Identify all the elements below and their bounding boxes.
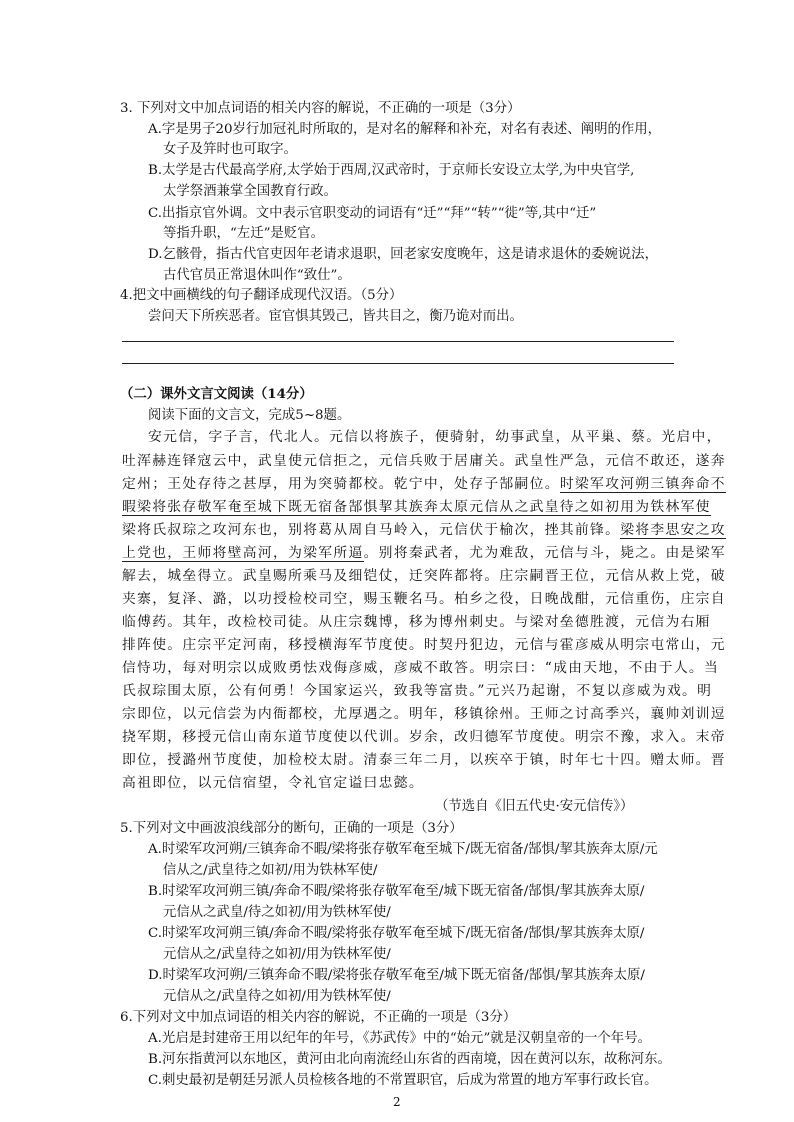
q5-option-b-line2: 元信从之武皇/待之如初/用为铁林军使/ bbox=[163, 905, 391, 920]
q6-option-a: A.光启是封建帝王用以纪年的年号，《苏武传》中的“始元”就是汉朝皇帝的一个年号。 bbox=[148, 1031, 651, 1046]
underlined-sentence: 梁将李思安之攻 bbox=[620, 522, 726, 538]
q5-option-c-line1: C.时梁军攻河朔三镇/奔命不暇/梁将张存敬军奄至城下/既无宿备/郜惧/挈其族奔太原/ bbox=[148, 926, 645, 941]
q3-option-c-line1: C.出指京官外调。文中表示官职变动的词语有“迁”“拜”“转”“徙”等,其中“迁” bbox=[148, 206, 597, 221]
passage-source: （节选自《旧五代史·安元信传》） bbox=[435, 799, 634, 814]
q5-option-a-line1: A.时梁军攻河朔/三镇奔命不暇/梁将张存敬军奄至城下/既无宿备/郜惧/挈其族奔太原/元 bbox=[148, 842, 658, 857]
passage-line-2: 吐浑赫连铎寇云中，武皇使元信拒之，元信兵败于居庸关。武皇性严急，元信不敢还，遂奔 bbox=[122, 453, 726, 469]
passage-line-14: 挠军期，移授元信山南东道节度使以代训。岁余，改归德军节度使。明宗不豫，求入。末帝 bbox=[122, 729, 726, 745]
q3-option-c-line2: 等指升职，“左迁”是贬官。 bbox=[163, 226, 324, 241]
underlined-sentence: 上党也，王师将壁高河，为梁军所逼 bbox=[122, 545, 364, 561]
q5-option-b-line1: B.时梁军攻河朔三镇/奔命不暇/梁将张存敬军奄至/城下既无宿备/郜惧/挈其族奔太原/ bbox=[148, 884, 645, 899]
passage-text: 。别将秦武者，尤为难敌，元信与斗，毙之。由是梁军 bbox=[363, 545, 726, 561]
passage-text: 定州；王处存待之甚厚，用为突骑都校。乾宁中，处存子郜嗣位。 bbox=[122, 476, 560, 492]
q6-option-b: B.河东指黄河以东地区，黄河由北向南流经山东省的西南境，因在黄河以东，故称河东。 bbox=[148, 1052, 671, 1067]
q3-option-a-line2: 女子及笄时也可取字。 bbox=[163, 142, 297, 157]
passage-line-6 bbox=[122, 544, 726, 563]
passage-line-3 bbox=[122, 475, 726, 494]
q5-stem: 5.下列对文中画波浪线部分的断句，正确的一项是（3分） bbox=[120, 821, 463, 836]
q4-sentence: 尝问天下所疾恶者。宦官惧其毁己，皆共目之，衡乃诡对而出。 bbox=[148, 309, 523, 324]
q3-option-a-line1: A.字是男子20岁行加冠礼时所取的，是对名的解释和补充，对名有表述、阐明的作用， bbox=[148, 122, 662, 137]
q3-option-b-line2: 太学祭酒兼掌全国教育行政。 bbox=[163, 184, 338, 199]
passage-line-4 bbox=[122, 498, 711, 517]
q5-option-a-line2: 信从之/武皇待之如初/用为铁林军使/ bbox=[163, 863, 378, 878]
wavy-underlined-text: 暇梁将张存敬军奄至城下既无宿备郜惧挈其族奔太原元信从之武皇待之如初用为铁林军使 bbox=[122, 499, 711, 515]
q3-option-d-line1: D.乞骸骨，指古代官吏因年老请求退职，回老家安度晚年，这是请求退休的委婉说法， bbox=[148, 247, 658, 262]
page-number: 2 bbox=[393, 1095, 401, 1109]
q6-option-c: C.刺史最初是朝廷另派人员检核各地的不常置职官，后成为常置的地方军事行政长官。 bbox=[148, 1073, 658, 1088]
q6-stem: 6.下列对文中加点词语的相关内容的解说，不正确的一项是（3分） bbox=[120, 1010, 517, 1025]
passage-line-7: 解去，城垒得立。武皇赐所乘马及细铠仗，迁突阵都将。庄宗嗣晋王位，元信从救上党，破 bbox=[122, 568, 726, 584]
wavy-underlined-text: 时梁军攻河朔三镇奔命不 bbox=[559, 476, 726, 492]
section-title: （二）课外文言文阅读（14分） bbox=[120, 386, 313, 402]
q3-option-b-line1: B.太学是古代最高学府,太学始于西周,汉武帝时，于京师长安设立太学,为中央官学, bbox=[148, 163, 635, 178]
section-instruction: 阅读下面的文言文，完成5~8题。 bbox=[148, 408, 351, 423]
passage-line-5 bbox=[122, 521, 726, 540]
q5-option-d-line2: 元信从之/武皇待之如初/用为铁林军使/ bbox=[163, 989, 391, 1004]
passage-text: 梁将氏叔琮之攻河东也，别将葛从周自马岭入，元信伏于榆次，挫其前锋。 bbox=[122, 522, 621, 538]
passage-line-12: 氏叔琮围太原，公有何勇！今国家运兴，致我等富贵。”元兴乃起谢，不复以彦威为戏。明 bbox=[122, 683, 713, 699]
passage-line-9: 临傅药。其年，改检校司徒。从庄宗魏博，移为博州刺史。与梁对垒德胜渡，元信为右厢 bbox=[122, 614, 711, 630]
passage-line-16: 高祖即位，以元信宿望，令礼官定谥曰忠懿。 bbox=[122, 775, 424, 791]
passage-line-15: 即位，授潞州节度使，加检校太尉。清泰三年二月，以疾卒于镇，时年七十四。赠太师。晋 bbox=[122, 752, 726, 768]
q3-option-d-line2: 古代官员正常退休叫作“致仕”。 bbox=[163, 268, 351, 283]
passage-line-1: 安元信，字子言，代北人。元信以将族子，便骑射，幼事武皇，从平巢、蔡。光启中， bbox=[148, 429, 722, 445]
passage-line-8: 夹寨，复泽、潞，以功授检校司空，赐玉鞭名马。柏乡之役，日晚战酣，元信重伤，庄宗自 bbox=[122, 591, 726, 607]
q5-option-c-line2: 元信从之/武皇待之如初/用为铁林军使/ bbox=[163, 947, 391, 962]
q5-option-d-line1: D.时梁军攻河朔/三镇奔命不暇/梁将张存敬军奄至/城下既无宿备/郜惧/挈其族奔太原/ bbox=[148, 968, 645, 983]
answer-line-1[interactable] bbox=[122, 341, 674, 342]
q3-stem: 3. 下列对文中加点词语的相关内容的解说，不正确的一项是（3分） bbox=[120, 101, 521, 116]
passage-line-10: 排阵使。庄宗平定河南，移授横海军节度使。时契丹犯边，元信与霍彦威从明宗屯常山，元 bbox=[122, 637, 726, 653]
passage-line-13: 宗即位，以元信尝为内衙都校，尤厚遇之。明年，移镇徐州。王师之讨高季兴，襄帅刘训逗 bbox=[122, 706, 726, 722]
passage-line-11: 信恃功，每对明宗以成败勇怯戏侮彦威，彦威不敢答。明宗曰：“成由天地，不由于人。当 bbox=[122, 660, 720, 676]
q4-stem: 4.把文中画横线的句子翻译成现代汉语。（5分） bbox=[120, 288, 403, 303]
answer-line-2[interactable] bbox=[122, 363, 674, 364]
